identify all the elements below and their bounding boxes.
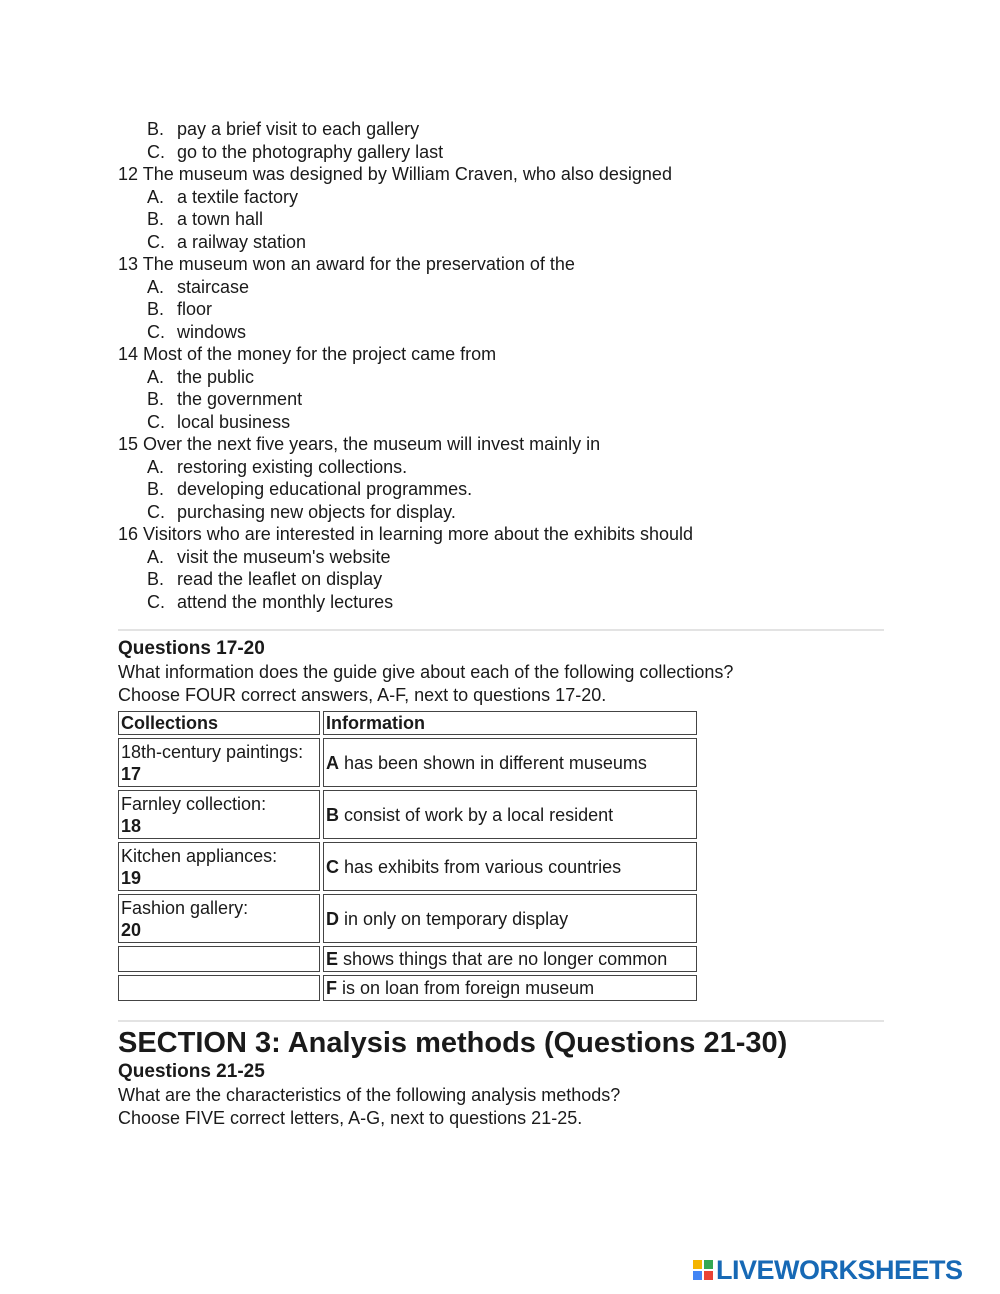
questions-17-20-instruction-1: What information does the guide give about each of the following collections?: [118, 662, 734, 682]
option-16c: C. attend the monthly lectures: [147, 591, 394, 612]
questions-21-25-instruction-1: What are the characteristics of the following analysis methods?: [118, 1085, 621, 1105]
option-15b: B. developing educational programmes.: [147, 479, 473, 499]
collection-cell: Kitchen appliances: 19: [118, 842, 320, 891]
collection-cell: Farnley collection: 18: [118, 790, 320, 839]
option-16a: A. visit the museum's website: [147, 546, 391, 567]
collection-cell-empty: [118, 975, 320, 1001]
questions-21-25-instruction-2: Choose FIVE correct letters, A-G, next to questions 21-25.: [118, 1107, 583, 1128]
option-13a: A. staircase: [147, 276, 250, 297]
collections-table: [115, 708, 700, 1004]
question-15-stem: 15 Over the next five years, the museum will invest mainly in: [118, 434, 601, 454]
divider: [118, 1020, 884, 1022]
option-13c: C. windows: [147, 321, 247, 342]
collection-cell: 18th-century paintings: 17: [118, 738, 320, 787]
answer-number-17[interactable]: 17: [121, 763, 142, 784]
option-11b: B. pay a brief visit to each gallery: [147, 119, 420, 139]
questions-17-20-instruction-2: Choose FOUR correct answers, A-F, next to questions 17-20.: [118, 684, 607, 705]
information-cell: E shows things that are no longer common: [323, 946, 697, 972]
answer-number-18[interactable]: 18: [121, 815, 142, 836]
collection-cell-empty: [118, 946, 320, 972]
divider: [118, 629, 884, 631]
question-14-stem: 14 Most of the money for the project came from: [118, 344, 497, 364]
information-cell: B consist of work by a local resident: [323, 790, 697, 839]
table-row: [118, 842, 697, 891]
option-12b: B. a town hall: [147, 209, 264, 229]
questions-17-20-heading: Questions 17-20: [118, 638, 265, 659]
questions-21-25-heading: Questions 21-25: [118, 1061, 265, 1082]
question-16-stem: 16 Visitors who are interested in learning more about the exhibits should: [118, 524, 694, 544]
option-16b: B. read the leaflet on display: [147, 569, 383, 589]
liveworksheets-logo-text: LIVEWORKSHEETS: [716, 1254, 963, 1285]
worksheet-content: [118, 118, 884, 1129]
information-cell: F is on loan from foreign museum: [323, 975, 697, 1001]
information-cell: D in only on temporary display: [323, 894, 697, 943]
answer-number-19[interactable]: 19: [121, 867, 142, 888]
liveworksheets-logo: [693, 1255, 993, 1285]
answer-number-20[interactable]: 20: [121, 919, 142, 940]
option-11c: C. go to the photography gallery last: [147, 141, 444, 162]
option-15c: C. purchasing new objects for display.: [147, 501, 456, 522]
information-cell: A has been shown in different museums: [323, 738, 697, 787]
option-14c: C. local business: [147, 411, 291, 432]
table-row: [118, 790, 697, 839]
option-12c: C. a railway station: [147, 231, 307, 252]
option-14a: A. the public: [147, 366, 255, 387]
table-header-row: [118, 711, 697, 735]
section-3-title: SECTION 3: Analysis methods (Questions 21-30): [118, 1027, 788, 1059]
collections-header: Collections: [118, 711, 320, 735]
option-14b: B. the government: [147, 389, 303, 409]
option-15a: A. restoring existing collections.: [147, 456, 408, 477]
information-cell: C has exhibits from various countries: [323, 842, 697, 891]
collection-cell: Fashion gallery: 20: [118, 894, 320, 943]
table-row: [118, 975, 697, 1001]
table-row: [118, 894, 697, 943]
question-13-stem: 13 The museum won an award for the preservation of the: [118, 254, 575, 274]
option-12a: A. a textile factory: [147, 186, 299, 207]
liveworksheets-logo-icon: [693, 1260, 713, 1280]
table-row: [118, 946, 697, 972]
table-row: [118, 738, 697, 787]
question-12-stem: 12 The museum was designed by William Craven, who also designed: [118, 164, 672, 184]
option-13b: B. floor: [147, 299, 213, 319]
information-header: Information: [323, 711, 697, 735]
